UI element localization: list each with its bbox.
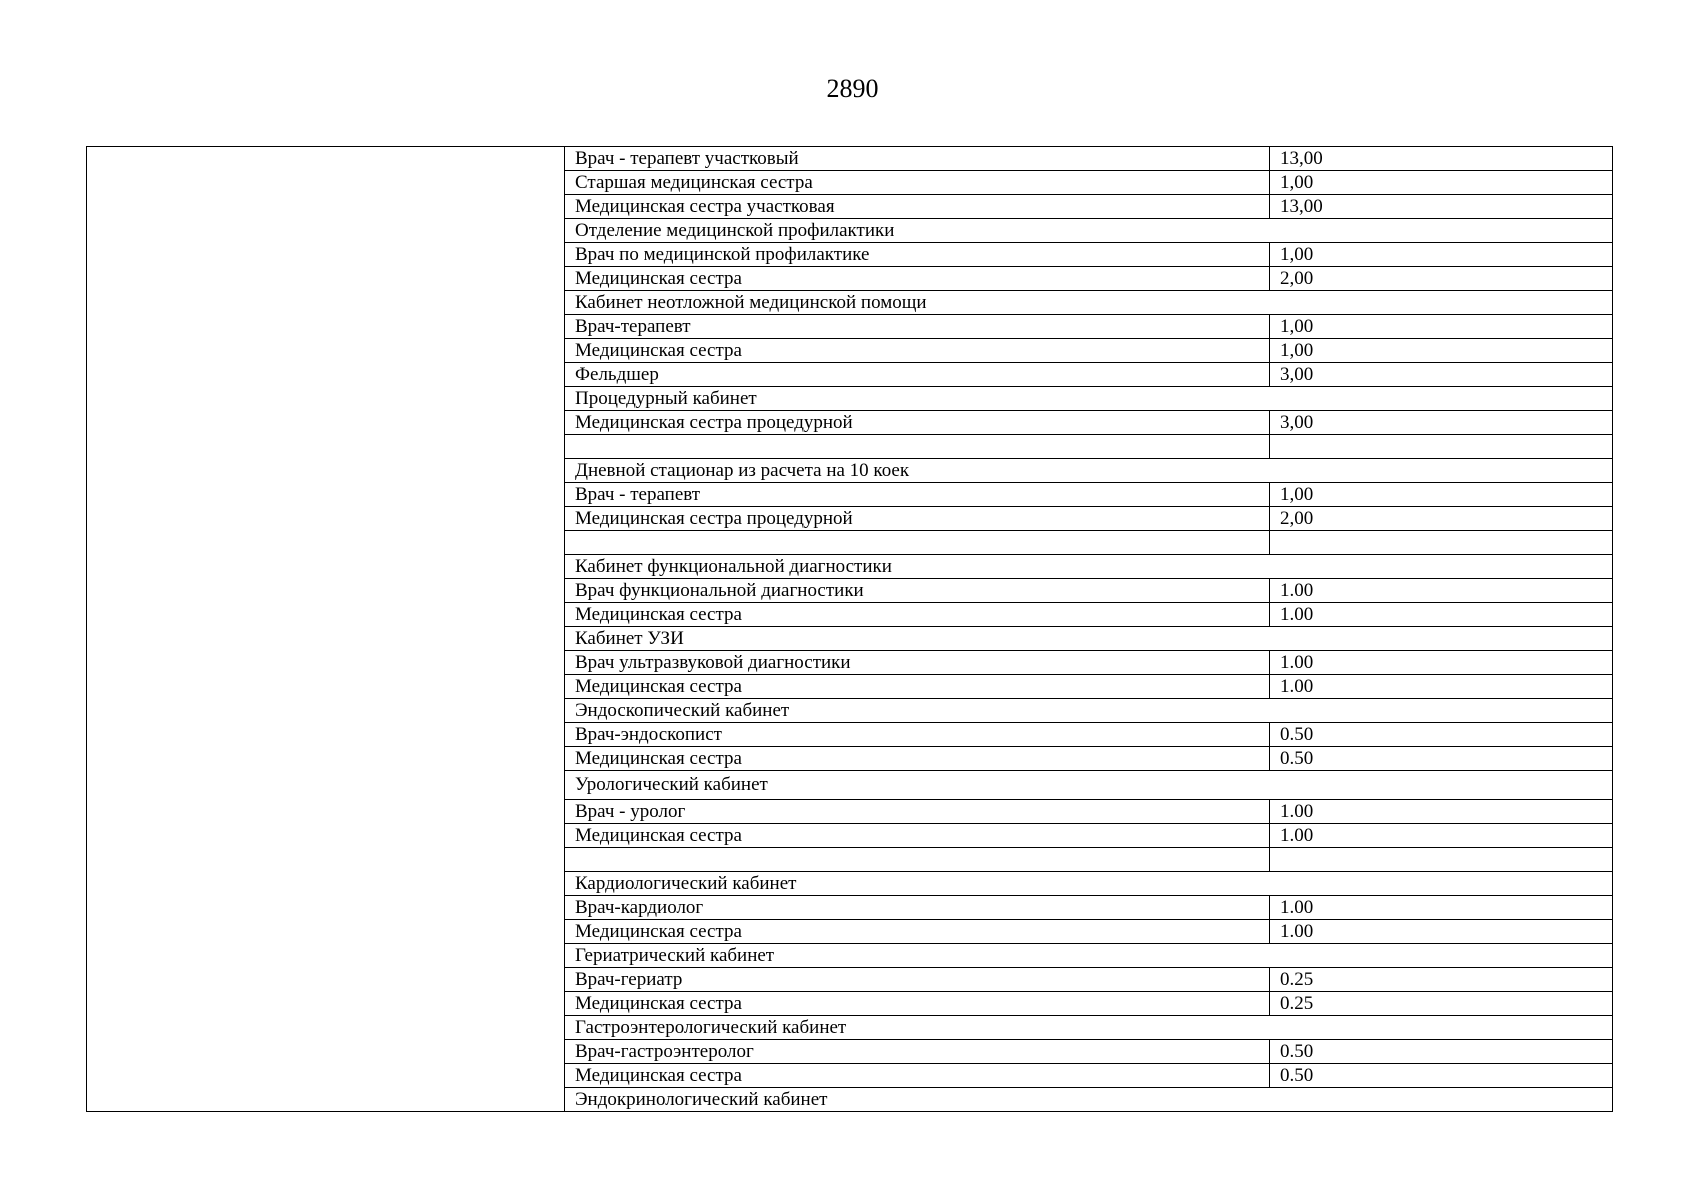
position-row (565, 579, 1613, 603)
position-rate: 2,00 (1270, 507, 1613, 531)
position-rate: 1,00 (1270, 339, 1613, 363)
position-row (565, 723, 1613, 747)
position-rate: 3,00 (1270, 411, 1613, 435)
section-row (565, 1016, 1613, 1040)
section-title: Кабинет неотложной медицинской помощи (565, 291, 1613, 315)
position-rate: 1.00 (1270, 800, 1613, 824)
position-name: Врач-гастроэнтеролог (565, 1040, 1270, 1064)
section-row (565, 555, 1613, 579)
section-title: Гериатрический кабинет (565, 944, 1613, 968)
position-rate: 0.25 (1270, 968, 1613, 992)
position-name: Врач функциональной диагностики (565, 579, 1270, 603)
position-rate: 1,00 (1270, 315, 1613, 339)
section-title: Кабинет функциональной диагностики (565, 555, 1613, 579)
position-name: Медицинская сестра (565, 920, 1270, 944)
section-title: Кабинет УЗИ (565, 627, 1613, 651)
blank-row (565, 531, 1613, 555)
position-name: Медицинская сестра (565, 267, 1270, 291)
blank-row (565, 848, 1613, 872)
section-row (565, 387, 1613, 411)
position-rate: 1,00 (1270, 483, 1613, 507)
position-name: Врач-эндоскопист (565, 723, 1270, 747)
position-rate: 1.00 (1270, 675, 1613, 699)
section-row (565, 459, 1613, 483)
position-row (565, 992, 1613, 1016)
position-row (565, 483, 1613, 507)
section-row (565, 872, 1613, 896)
blank-cell (565, 435, 1270, 459)
position-row (565, 147, 1613, 171)
position-name: Медицинская сестра (565, 339, 1270, 363)
position-name: Врач ультразвуковой диагностики (565, 651, 1270, 675)
position-name: Врач-гериатр (565, 968, 1270, 992)
blank-cell (565, 531, 1270, 555)
position-row (565, 747, 1613, 771)
position-rate: 0.50 (1270, 747, 1613, 771)
section-title: Гастроэнтерологический кабинет (565, 1016, 1613, 1040)
position-row (565, 243, 1613, 267)
position-name: Старшая медицинская сестра (565, 171, 1270, 195)
position-rate: 1,00 (1270, 171, 1613, 195)
position-row (565, 339, 1613, 363)
position-name: Медицинская сестра процедурной (565, 507, 1270, 531)
position-rate: 1.00 (1270, 603, 1613, 627)
position-name: Медицинская сестра участковая (565, 195, 1270, 219)
section-row (565, 944, 1613, 968)
position-row (565, 675, 1613, 699)
position-rate: 1.00 (1270, 651, 1613, 675)
position-name: Медицинская сестра (565, 747, 1270, 771)
section-title: Кардиологический кабинет (565, 872, 1613, 896)
position-name: Врач-терапевт (565, 315, 1270, 339)
position-row (565, 1040, 1613, 1064)
section-title: Эндокринологический кабинет (565, 1088, 1613, 1112)
blank-cell (1270, 531, 1613, 555)
position-row (565, 267, 1613, 291)
section-row (565, 291, 1613, 315)
section-title: Отделение медицинской профилактики (565, 219, 1613, 243)
position-rate: 1.00 (1270, 920, 1613, 944)
position-row (565, 920, 1613, 944)
position-row (565, 315, 1613, 339)
position-row (565, 651, 1613, 675)
position-rate: 13,00 (1270, 195, 1613, 219)
staff-table-body (565, 147, 1613, 1112)
position-name: Врач-кардиолог (565, 896, 1270, 920)
position-row (565, 800, 1613, 824)
position-rate: 1.00 (1270, 824, 1613, 848)
left-empty-cell (86, 146, 564, 1112)
position-rate: 1,00 (1270, 243, 1613, 267)
page-number: 2890 (826, 74, 879, 103)
section-title: Эндоскопический кабинет (565, 699, 1613, 723)
position-rate: 1.00 (1270, 579, 1613, 603)
section-row (565, 627, 1613, 651)
section-row (565, 771, 1613, 800)
position-rate: 0.50 (1270, 723, 1613, 747)
position-row (565, 603, 1613, 627)
section-row (565, 219, 1613, 243)
blank-cell (1270, 435, 1613, 459)
section-row (565, 1088, 1613, 1112)
blank-cell (565, 848, 1270, 872)
position-name: Фельдшер (565, 363, 1270, 387)
position-rate: 0.25 (1270, 992, 1613, 1016)
blank-cell (1270, 848, 1613, 872)
position-rate: 2,00 (1270, 267, 1613, 291)
position-row (565, 507, 1613, 531)
position-rate: 3,00 (1270, 363, 1613, 387)
position-name: Медицинская сестра (565, 603, 1270, 627)
position-rate: 1.00 (1270, 896, 1613, 920)
position-rate: 13,00 (1270, 147, 1613, 171)
position-name: Врач по медицинской профилактике (565, 243, 1270, 267)
position-name: Врач - терапевт (565, 483, 1270, 507)
position-rate: 0.50 (1270, 1040, 1613, 1064)
position-row (565, 411, 1613, 435)
position-row (565, 896, 1613, 920)
position-name: Медицинская сестра (565, 675, 1270, 699)
section-title: Урологический кабинет (565, 771, 1613, 800)
position-name: Врач - уролог (565, 800, 1270, 824)
section-title: Процедурный кабинет (565, 387, 1613, 411)
position-name: Медицинская сестра (565, 992, 1270, 1016)
position-rate: 0.50 (1270, 1064, 1613, 1088)
staff-table (564, 146, 1613, 1112)
position-name: Медицинская сестра (565, 824, 1270, 848)
blank-row (565, 435, 1613, 459)
position-row (565, 968, 1613, 992)
section-title: Дневной стационар из расчета на 10 коек (565, 459, 1613, 483)
position-row (565, 171, 1613, 195)
position-row (565, 195, 1613, 219)
section-row (565, 699, 1613, 723)
position-row (565, 824, 1613, 848)
position-name: Медицинская сестра процедурной (565, 411, 1270, 435)
position-row (565, 363, 1613, 387)
position-name: Медицинская сестра (565, 1064, 1270, 1088)
position-name: Врач - терапевт участковый (565, 147, 1270, 171)
position-row (565, 1064, 1613, 1088)
